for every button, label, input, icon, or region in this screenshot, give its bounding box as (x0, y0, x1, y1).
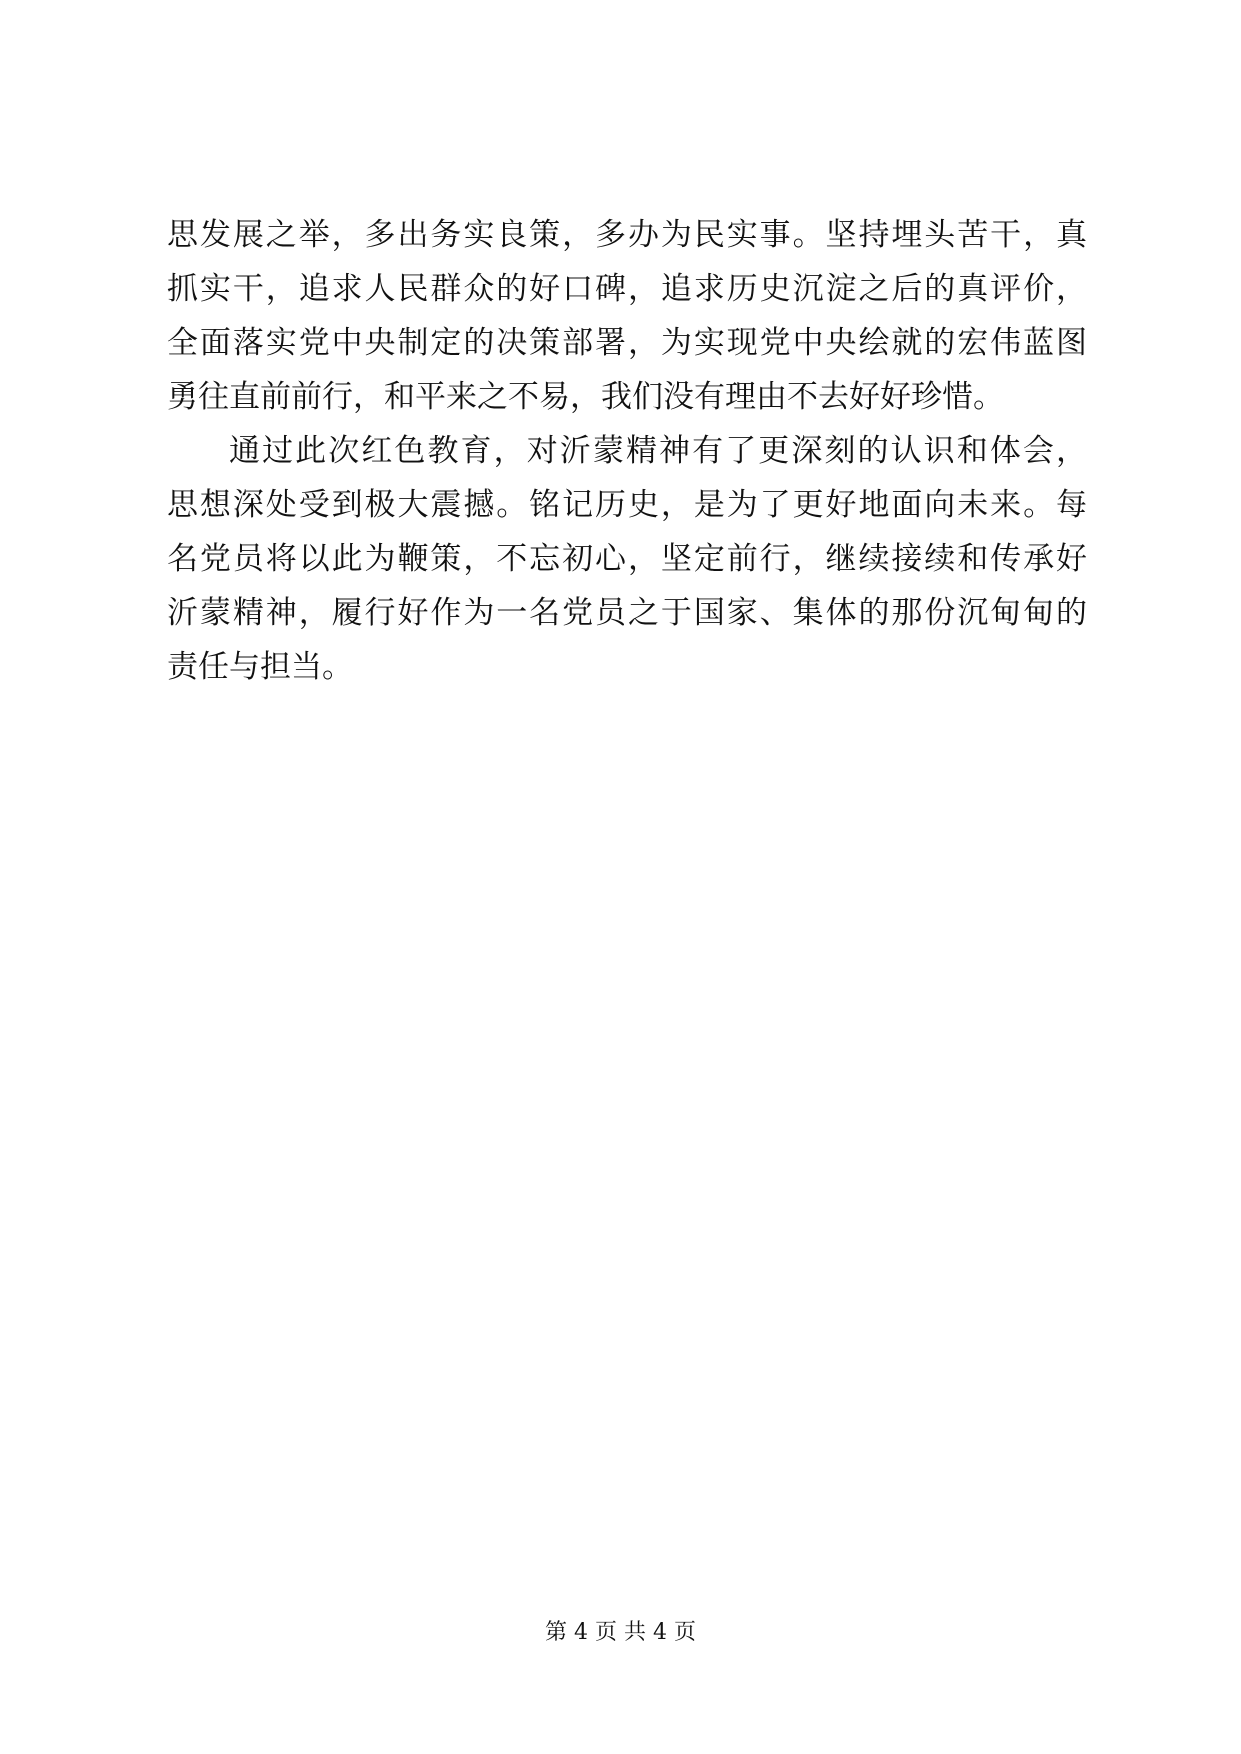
paragraph-1-line-2: 抓实干，追求人民群众的好口碑，追求历史沉淀之后的真评价， (167, 271, 1087, 307)
document-body (167, 208, 1087, 694)
paragraph-1-line-1: 思发展之举，多出务实良策，多办为民实事。坚持埋头苦干，真 (167, 217, 1087, 253)
paragraph-2-line-1: 通过此次红色教育，对沂蒙精神有了更深刻的认识和体会， (229, 433, 1087, 469)
paragraph-2-line-2: 思想深处受到极大震撼。铭记历史，是为了更好地面向未来。每 (167, 487, 1087, 523)
page-number-footer: 第 4 页 共 4 页 (545, 1620, 696, 1645)
paragraph-2-line-5: 责任与担当。 (167, 649, 353, 685)
paragraph-2-line-3: 名党员将以此为鞭策，不忘初心，坚定前行，继续接续和传承好 (167, 541, 1087, 577)
paragraph-1-line-3: 全面落实党中央制定的决策部署，为实现党中央绘就的宏伟蓝图 (167, 325, 1087, 361)
paragraph-2-line-4: 沂蒙精神，履行好作为一名党员之于国家、集体的那份沉甸甸的 (167, 595, 1087, 631)
paragraph-1-line-4: 勇往直前前行，和平来之不易，我们没有理由不去好好珍惜。 (167, 379, 1004, 415)
